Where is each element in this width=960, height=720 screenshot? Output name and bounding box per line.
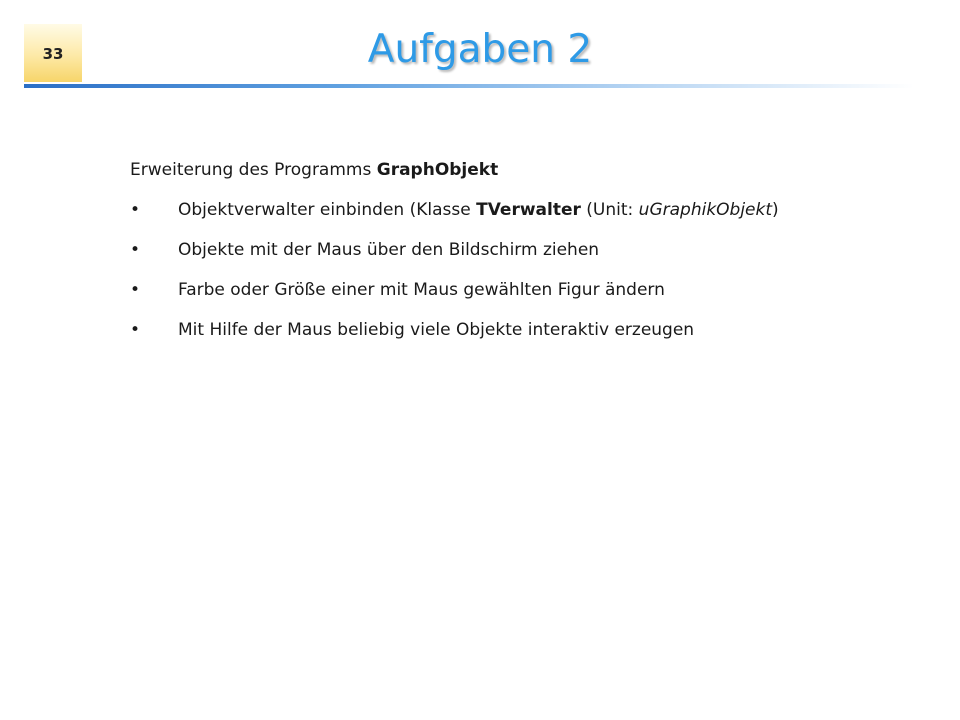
intro-line <box>130 156 930 184</box>
unit-name: uGraphikObjekt <box>638 200 773 220</box>
program-name: GraphObjekt <box>376 160 499 180</box>
task-text: Objekte mit der Maus über den Bildschirm ziehen <box>178 240 600 260</box>
bullet-icon: • <box>130 240 141 260</box>
task-text: Objektverwalter einbinden (Klasse <box>178 200 477 220</box>
bullet-icon: • <box>130 280 141 300</box>
task-list <box>130 196 930 344</box>
task-item-1 <box>130 196 930 224</box>
task-text: Mit Hilfe der Maus beliebig viele Objekte interaktiv erzeugen <box>178 320 695 340</box>
task-text: ) <box>772 200 779 220</box>
task-text: Farbe oder Größe einer mit Maus gewählten Figur ändern <box>178 280 665 300</box>
intro-text: Erweiterung des Programms <box>130 160 377 180</box>
task-item-4 <box>130 316 930 344</box>
task-item-3 <box>130 276 930 304</box>
bullet-icon: • <box>130 320 141 340</box>
task-item-2 <box>130 236 930 264</box>
task-text: (Unit: <box>580 200 639 220</box>
slide-title: Aufgaben 2 <box>367 27 593 72</box>
slide-content <box>130 156 930 356</box>
slide-number: 33 <box>42 45 64 63</box>
class-name: TVerwalter <box>476 200 581 220</box>
bullet-icon: • <box>130 200 141 220</box>
title-underline <box>24 84 914 88</box>
